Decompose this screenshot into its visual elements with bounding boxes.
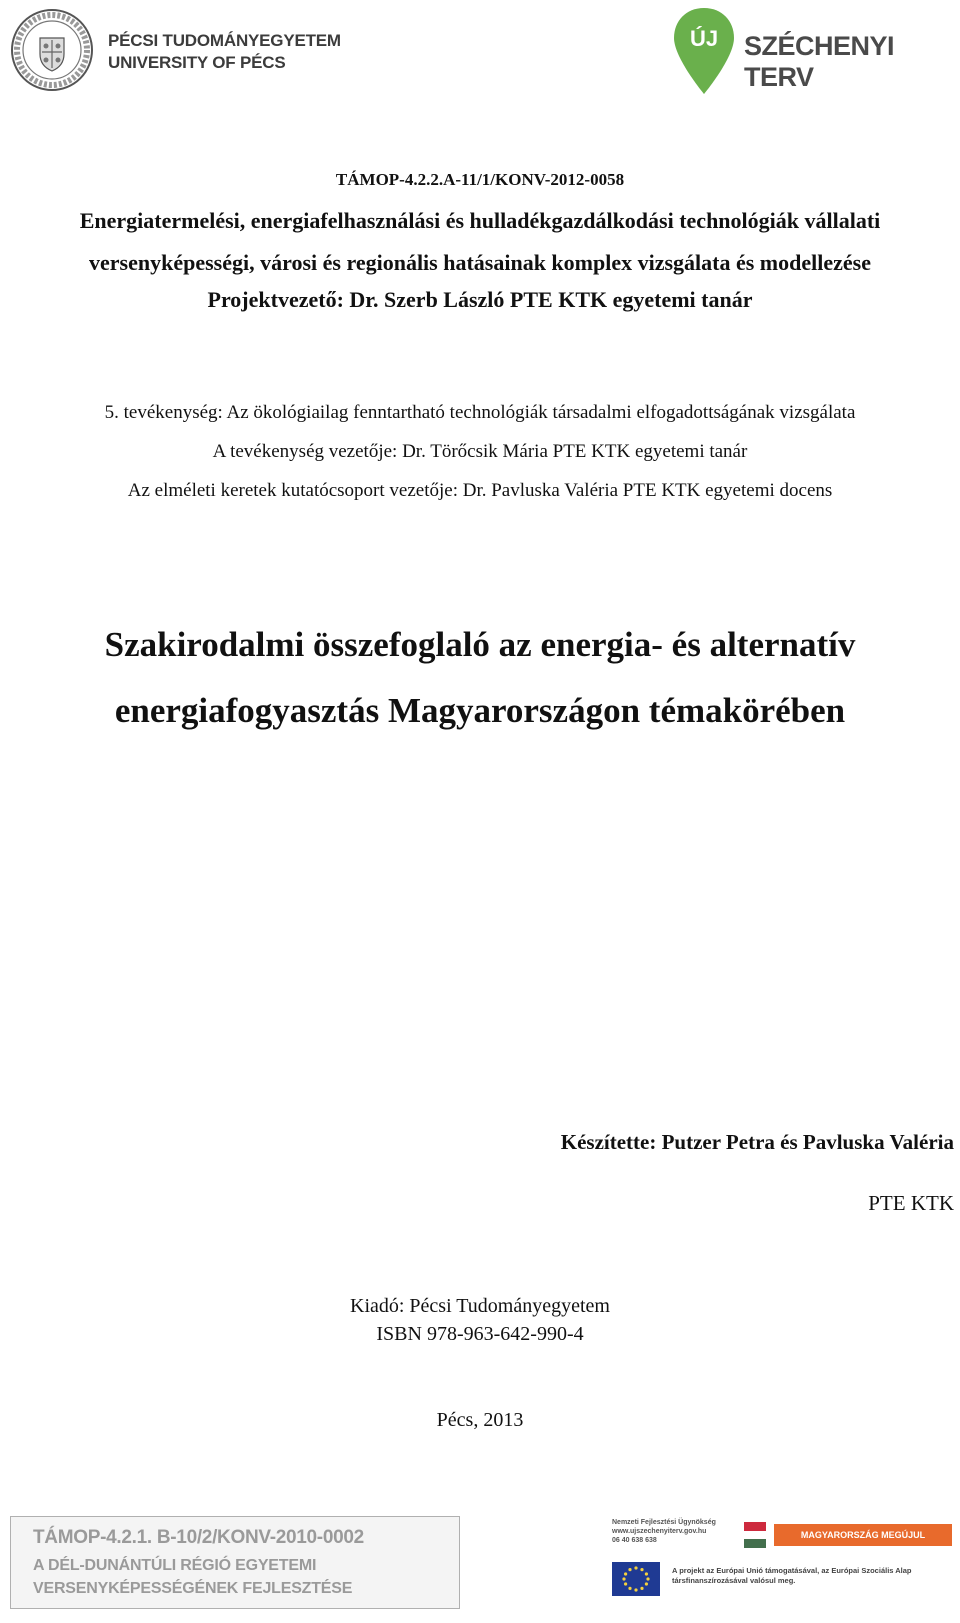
tamop-banner-line-2: A DÉL-DUNÁNTÚLI RÉGIÓ EGYETEMI — [33, 1557, 317, 1574]
eu-funding-note: A projekt az Európai Unió támogatásával, az Európai Szociális Alap társfinanszírozásával valósul meg. — [672, 1566, 912, 1585]
svg-text:ÚJ: ÚJ — [689, 26, 719, 51]
tamop-banner-code: TÁMOP-4.2.1. B-10/2/KONV-2010-0002 — [33, 1527, 364, 1548]
hungary-renews-banner: MAGYARORSZÁG MEGÚJUL — [774, 1524, 952, 1546]
place-and-year: Pécs, 2013 — [436, 1409, 524, 1431]
szechenyi-terv-logo — [672, 6, 952, 96]
university-name-hu: PÉCSI TUDOMÁNYEGYETEM — [108, 31, 341, 50]
document-title — [10, 612, 950, 744]
project-code: TÁMOP-4.2.2.A-11/1/KONV-2012-0058 — [335, 170, 625, 189]
university-seal-icon — [10, 8, 94, 92]
activity-leader: A tevékenység vezetője: Dr. Törőcsik Mária PTE KTK egyetemi tanár — [212, 441, 748, 462]
project-title-line-1: Energiatermelési, energiafelhasználási és hulladékgazdálkodási technológiák vállalati — [79, 208, 881, 233]
research-group-leader: Az elméleti keretek kutatócsoport vezetője: Dr. Pavluska Valéria PTE KTK egyetemi docens — [127, 480, 833, 501]
publisher-block — [0, 1292, 960, 1348]
activity-title: 5. tevékenység: Az ökológiailag fenntartható technológiák társadalmi elfogadottságának vizsgálata — [104, 402, 856, 423]
project-title-line-2: versenyképességi, városi és regionális hatásainak komplex vizsgálata és modellezése — [89, 250, 871, 275]
map-pin-icon — [672, 6, 736, 96]
tamop-banner-line-3: VERSENYKÉPESSÉGÉNEK FEJLESZTÉSE — [33, 1580, 353, 1597]
tamop-banner — [10, 1516, 460, 1609]
publisher: Kiadó: Pécsi Tudományegyetem — [350, 1295, 610, 1317]
university-name-en: UNIVERSITY OF PÉCS — [108, 53, 286, 72]
university-logo — [6, 6, 346, 94]
document-title-line-1: Szakirodalmi összefoglaló az energia- és alternatív — [104, 625, 856, 664]
document-title-line-2: energiafogyasztás Magyarországon témakörében — [114, 691, 846, 730]
isbn: ISBN 978-963-642-990-4 — [376, 1323, 584, 1345]
eu-flag-icon — [612, 1562, 660, 1596]
agency-url: www.ujszechenyiterv.gov.hu — [612, 1528, 707, 1535]
authors: Készítette: Putzer Petra és Pavluska Valéria — [560, 1130, 954, 1154]
activity-block — [0, 393, 960, 510]
eu-funding-banner — [612, 1512, 952, 1612]
szechenyi-terv-text: SZÉCHENYI TERV — [744, 31, 895, 92]
project-leader: Projektvezető: Dr. Szerb László PTE KTK egyetemi tanár — [207, 287, 753, 312]
institution: PTE KTK — [868, 1191, 954, 1215]
agency-phone: 06 40 638 638 — [612, 1537, 657, 1544]
hungarian-flag-icon — [744, 1522, 766, 1548]
project-title — [0, 200, 960, 284]
agency-name: Nemzeti Fejlesztési Ügynökség — [612, 1519, 716, 1526]
